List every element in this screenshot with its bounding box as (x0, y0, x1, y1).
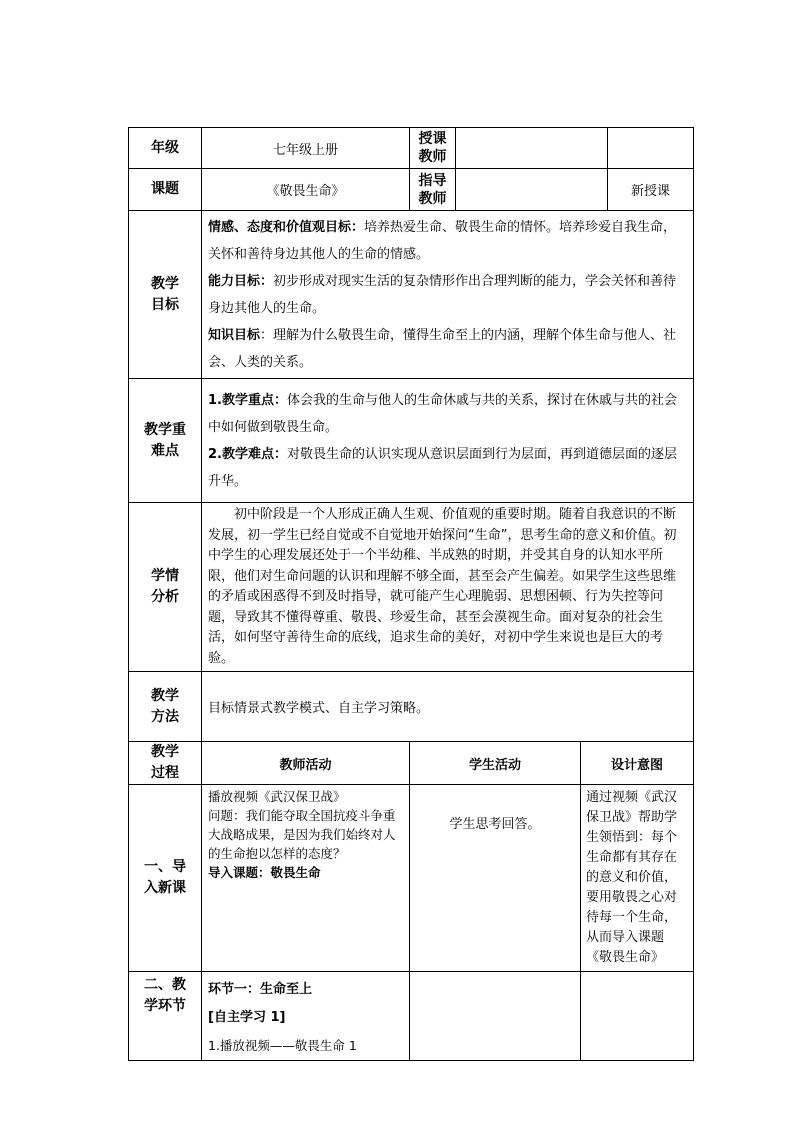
col-student-activity: 学生活动 (410, 742, 581, 785)
analysis-content (202, 503, 694, 672)
intro-row (129, 785, 694, 972)
intro-label: 一、导入新课 (129, 785, 202, 972)
teacher-label: 授课教师 (410, 128, 456, 169)
process-label: 教学过程 (129, 742, 202, 785)
grade-label: 年级 (129, 128, 202, 169)
focus-point: 1.教学重点：体会我的生命与他人的生命休戚与共的关系，探讨在休戚与共的社会中如何做到敬畏生命。 (208, 392, 677, 435)
analysis-text: 初中阶段是一个人形成正确人生观、价值观的重要时期。随着自我意识的不断发展，初一学生已经自觉或不自觉地开始探问“生命”，思考生命的意义和价值。初中学生的心理发展还处于一个半幼稚、半成熟的时期，并受其自身的认知水平所限，他们对生命问题的认识和理解不够全面，甚至会产生偏差。如果学生这些思维的矛盾或困惑得不到及时指导，就可能产生心理脆弱、思想困顿、行为失控等问题，导致其不懂得尊重、敬畏、珍爱生命，甚至会漠视生命。面对复杂的社会生活，如何坚守善待生命的底线，追求生命的美好，对初中学生来说也是巨大的考验。 (208, 507, 677, 666)
lesson-type: 新授课 (608, 169, 694, 211)
objectives-row (129, 211, 694, 379)
analysis-label: 学情分析 (129, 503, 202, 672)
guide-label: 指导教师 (410, 169, 456, 211)
section2-design-intent (581, 972, 694, 1061)
emotion-objective: 情感、态度和价值观目标：培养热爱生命、敬畏生命的情怀。培养珍爱自我生命，关怀和善待身边其他人的生命的情感。 (208, 219, 677, 262)
guide-value (456, 169, 608, 211)
lesson-plan-table (128, 127, 694, 1061)
col-design-intent: 设计意图 (581, 742, 694, 785)
intro-video: 播放视频《武汉保卫战》 (208, 789, 346, 804)
section2-label: 二、教学环节 (129, 972, 202, 1061)
teacher-value (456, 128, 608, 169)
blank-cell (608, 128, 694, 169)
self-study-label: [自主学习 1] (208, 1010, 286, 1025)
objectives-label: 教学目标 (129, 211, 202, 379)
part-title: 环节一：生命至上 (208, 982, 313, 997)
topic-row (129, 169, 694, 211)
analysis-row (129, 503, 694, 672)
topic-label: 课题 (129, 169, 202, 211)
method-label: 教学方法 (129, 672, 202, 742)
ability-objective: 能力目标：初步形成对现实生活的复杂情形作出合理判断的能力，学会关怀和善待身边其他人的生命。 (208, 273, 677, 316)
grade-row (129, 128, 694, 169)
keypoints-label: 教学重难点 (129, 379, 202, 503)
intro-design-intent: 通过视频《武汉保卫战》帮助学生领悟到：每个生命都有其存在的意义和价值，要用敬畏之心对待每一个生命，从而导入课题《敬畏生命》 (581, 785, 694, 972)
method-value: 目标情景式教学模式、自主学习策略。 (202, 672, 694, 742)
knowledge-objective: 知识目标：理解为什么敬畏生命，懂得生命至上的内涵，理解个体生命与他人、社会、人类的关系。 (208, 327, 677, 370)
section2-teacher-activity (202, 972, 410, 1061)
keypoints-content (202, 379, 694, 503)
keypoints-row (129, 379, 694, 503)
step-1: 1.播放视频——敬畏生命 1 (208, 1038, 357, 1053)
topic-value: 《敬畏生命》 (202, 169, 410, 211)
col-teacher-activity: 教师活动 (202, 742, 410, 785)
difficulty-point: 2.教学难点：对敬畏生命的认识实现从意识层面到行为层面，再到道德层面的逐层升华。 (208, 446, 677, 489)
section2-row (129, 972, 694, 1061)
grade-value: 七年级上册 (202, 128, 410, 169)
intro-teacher-activity (202, 785, 410, 972)
method-row (129, 672, 694, 742)
process-header-row (129, 742, 694, 785)
section2-student-activity (410, 972, 581, 1061)
intro-student-activity: 学生思考回答。 (410, 785, 581, 972)
objectives-content (202, 211, 694, 379)
intro-question: 问题：我们能夺取全国抗疫斗争重大战略成果，是因为我们始终对人的生命抱以怎样的态度？ (208, 808, 396, 861)
intro-topic: 导入课题：敬畏生命 (208, 865, 321, 880)
